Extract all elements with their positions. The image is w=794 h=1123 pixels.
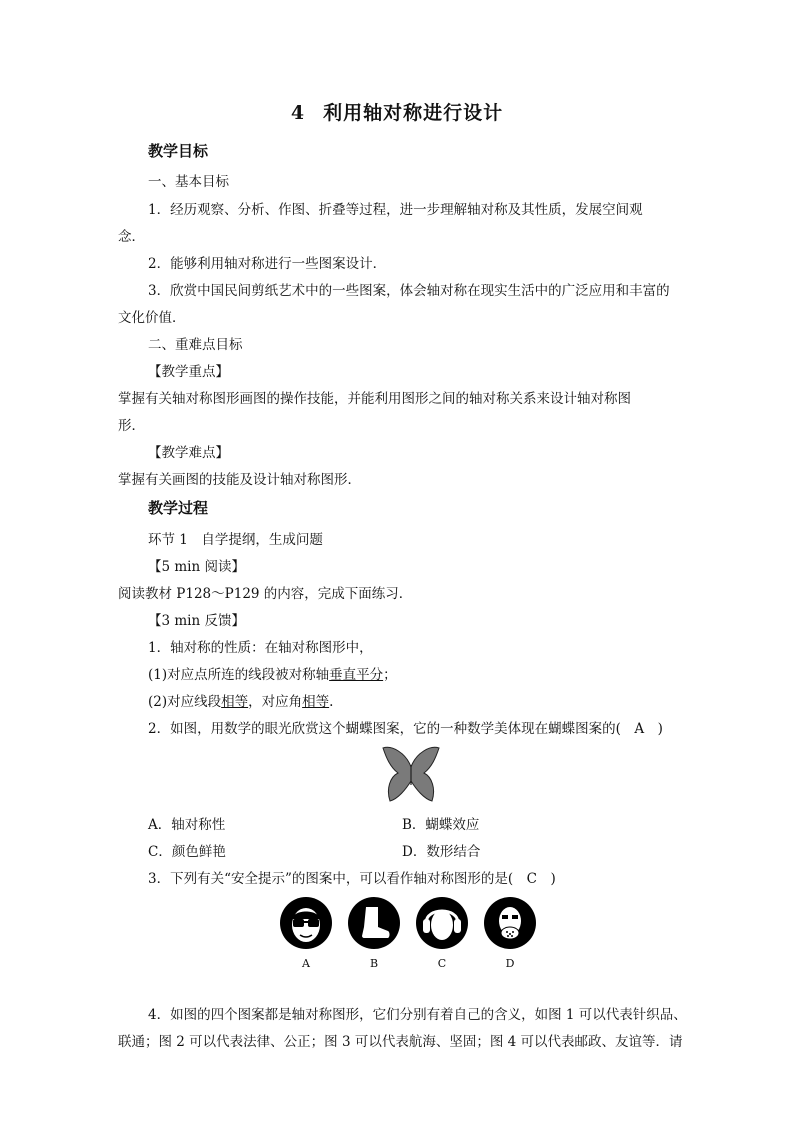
step-1: 环节 1 自学提纲，生成问题 bbox=[148, 532, 323, 548]
question-1-part-1 bbox=[148, 663, 397, 683]
q1-2-post: . bbox=[329, 694, 334, 710]
q2-option-a: A．轴对称性 bbox=[148, 817, 226, 833]
goal-1-line-b: 念． bbox=[118, 229, 145, 245]
question-3: 3．下列有关“安全提示”的图案中，可以看作轴对称图形的是( C ) bbox=[148, 871, 556, 887]
feedback-label: 【3 min 反馈】 bbox=[148, 613, 245, 629]
q2-option-b: B．蝴蝶效应 bbox=[402, 817, 480, 833]
q1-2-answer-1: 相等 bbox=[221, 694, 249, 710]
read-text: 阅读教材 P128～P129 的内容，完成下面练习． bbox=[118, 586, 413, 602]
question-2: 2．如图，用数学的眼光欣赏这个蝴蝶图案，它的一种数学美体现在蝴蝶图案的( A ) bbox=[148, 721, 663, 737]
respirator-mask-icon bbox=[484, 897, 536, 949]
ear-protection-icon bbox=[416, 897, 468, 949]
icon-label-b: B bbox=[369, 957, 379, 970]
key-point-line-b: 形． bbox=[118, 418, 145, 434]
page-title bbox=[0, 98, 794, 125]
safety-icons-row bbox=[280, 897, 550, 977]
safety-boot-icon bbox=[348, 897, 400, 949]
goal-3-line-a: 3．欣赏中国民间剪纸艺术中的一些图案，体会轴对称在现实生活中的广泛应用和丰富的 bbox=[148, 283, 670, 299]
basic-goals-heading: 一、基本目标 bbox=[148, 174, 229, 190]
difficulty-text: 掌握有关画图的技能及设计轴对称图形． bbox=[118, 472, 361, 488]
goals-heading: 教学目标 bbox=[148, 142, 209, 160]
q1-2-pre: (2)对应线段 bbox=[148, 694, 222, 710]
icon-label-c: C bbox=[437, 957, 447, 970]
title-number: 4 bbox=[290, 102, 306, 124]
question-1: 1．轴对称的性质：在轴对称图形中， bbox=[148, 640, 373, 656]
q1-2-answer-2: 相等 bbox=[302, 694, 330, 710]
q1-1-post: ； bbox=[383, 667, 397, 683]
key-point-label: 【教学重点】 bbox=[148, 364, 229, 380]
icon-label-a: A bbox=[302, 957, 310, 970]
read-label: 【5 min 阅读】 bbox=[148, 559, 245, 575]
title-text: 利用轴对称进行设计 bbox=[323, 102, 504, 124]
icon-label-d: D bbox=[505, 957, 515, 970]
process-heading: 教学过程 bbox=[148, 499, 209, 517]
q2-option-c: C．颜色鲜艳 bbox=[148, 844, 226, 860]
goal-2: 2．能够利用轴对称进行一些图案设计． bbox=[148, 256, 387, 272]
key-goals-heading: 二、重难点目标 bbox=[148, 337, 243, 353]
goggles-icon bbox=[280, 897, 332, 949]
q1-1-pre: (1)对应点所连的线段被对称轴 bbox=[148, 667, 330, 683]
goal-1-line-a: 1．经历观察、分析、作图、折叠等过程，进一步理解轴对称及其性质，发展空间观 bbox=[148, 202, 643, 218]
q2-option-d: D．数形结合 bbox=[402, 844, 481, 860]
key-point-line-a: 掌握有关轴对称图形画图的操作技能，并能利用图形之间的轴对称关系来设计轴对称图 bbox=[118, 391, 631, 407]
q1-2-mid: ，对应角 bbox=[248, 694, 303, 710]
question-1-part-2 bbox=[148, 690, 333, 710]
goal-3-line-b: 文化价值． bbox=[118, 310, 186, 326]
q1-1-answer: 垂直平分 bbox=[329, 667, 384, 683]
question-4-line-a: 4．如图的四个图案都是轴对称图形，它们分别有着自己的含义，如图 1 可以代表针织品、 bbox=[148, 1007, 687, 1023]
butterfly-figure bbox=[380, 745, 442, 805]
question-4-line-b: 联通；图 2 可以代表法律、公正；图 3 可以代表航海、坚固；图 4 可以代表邮政、友谊等．请 bbox=[118, 1034, 683, 1050]
difficulty-label: 【教学难点】 bbox=[148, 445, 229, 461]
